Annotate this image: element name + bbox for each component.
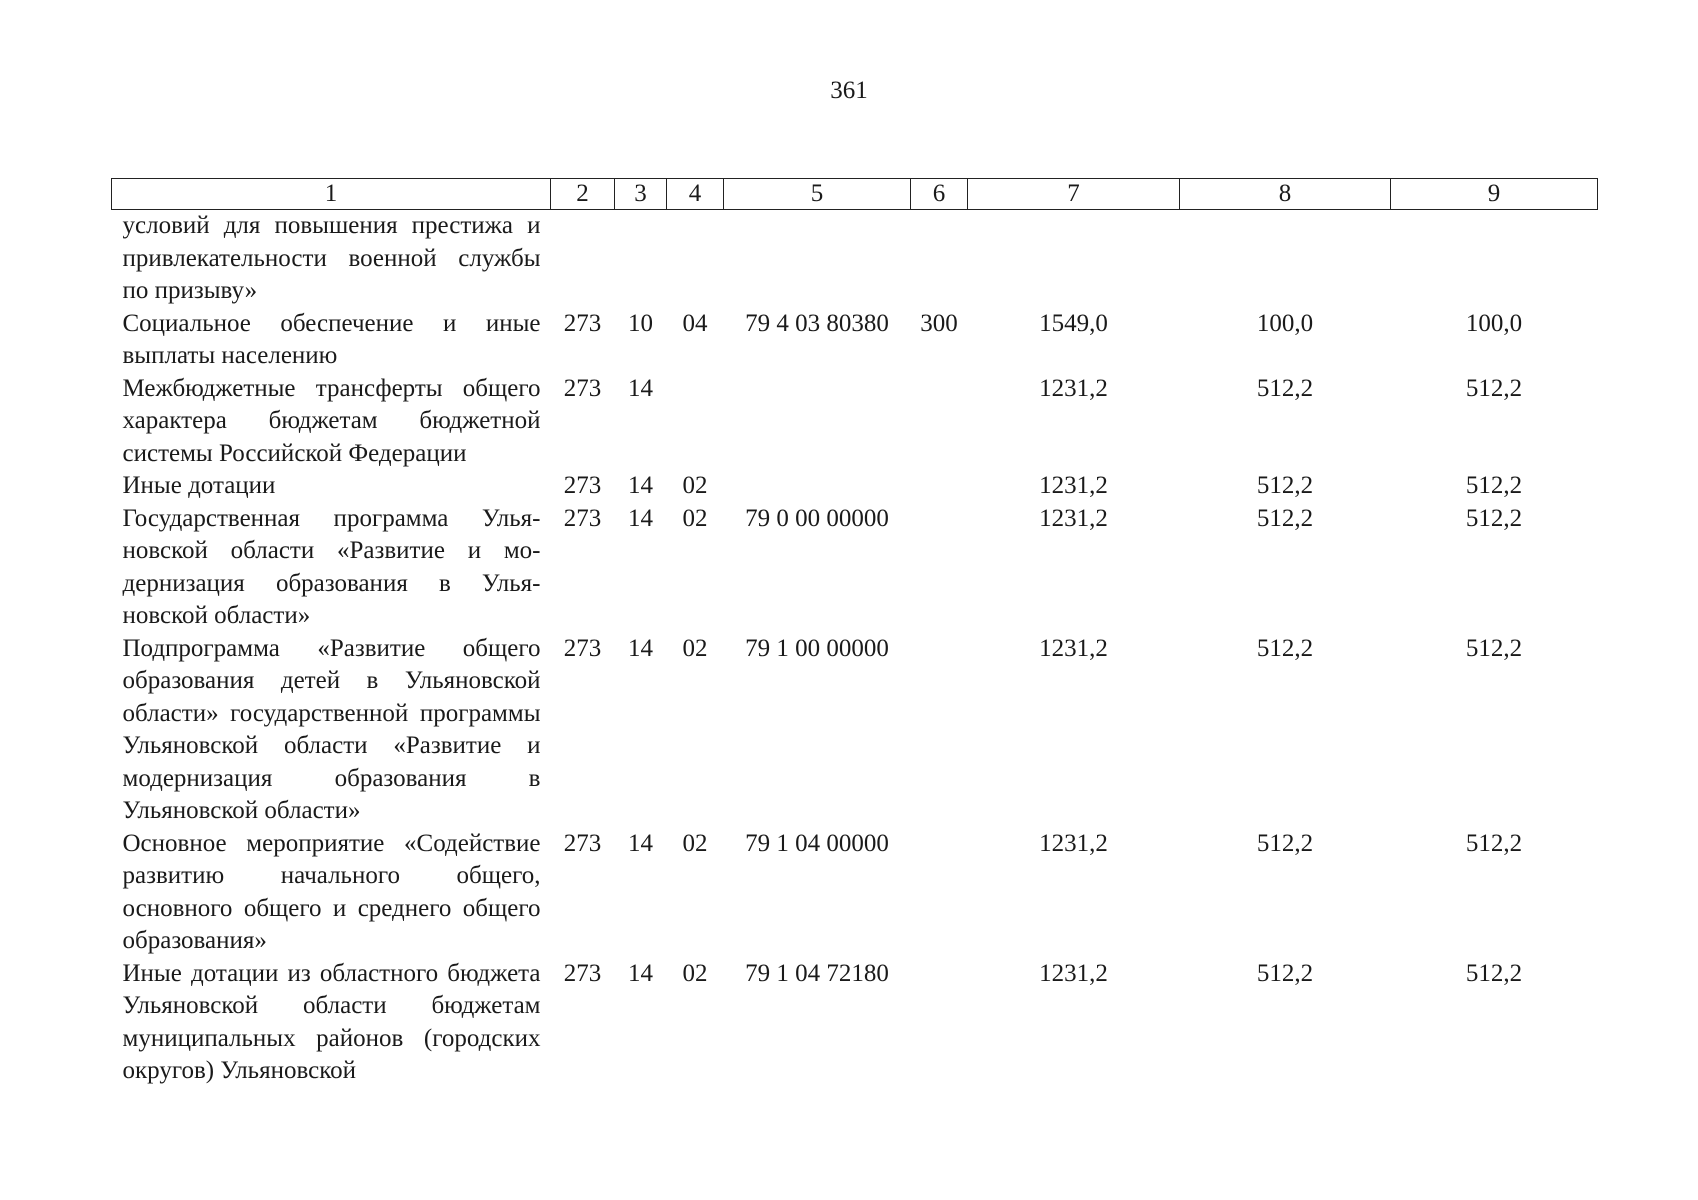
row-amount-7: 1231,2 <box>1039 504 1108 532</box>
table-header <box>112 179 1598 210</box>
row-code-admin: 273 <box>563 634 602 662</box>
row-amount-9: 512,2 <box>1465 829 1523 857</box>
header-col-4: 4 <box>667 179 724 210</box>
row-amount-9: 512,2 <box>1465 504 1523 532</box>
row-target-article: 79 4 03 80380 <box>745 309 889 337</box>
row-subsection: 02 <box>682 472 708 499</box>
row-description: Основное мероприятие «Содействие развитию начального общего, основного общего и среднего общего образования» <box>122 829 541 954</box>
row-target-article: 79 0 00 00000 <box>745 504 889 532</box>
header-col-1: 1 <box>112 179 551 210</box>
header-row <box>112 179 1598 210</box>
row-subsection <box>667 373 724 471</box>
row-amount-9: 100,0 <box>1465 309 1523 337</box>
row-code-admin: 273 <box>563 374 602 402</box>
row-amount-8: 512,2 <box>1256 959 1314 987</box>
row-amount-7: 1231,2 <box>1039 829 1108 857</box>
row-expense-type <box>911 828 968 958</box>
header-col-8: 8 <box>1180 179 1391 210</box>
header-col-9: 9 <box>1391 179 1598 210</box>
row-description: условий для повышения престижа и привлекательности военной службы по призыву» <box>122 212 541 304</box>
row-amount-8: 512,2 <box>1256 472 1314 499</box>
row-subsection: 02 <box>682 829 708 857</box>
row-description: Иные дотации <box>122 472 276 499</box>
row-amount-9: 512,2 <box>1465 374 1523 402</box>
page-number: 361 <box>830 77 868 104</box>
row-target-article <box>724 470 911 503</box>
row-amount-8: 100,0 <box>1256 309 1314 337</box>
row-amount-7: 1231,2 <box>1039 634 1108 662</box>
row-amount-7: 1231,2 <box>1039 472 1108 499</box>
row-section: 14 <box>628 634 653 662</box>
row-section: 10 <box>628 309 653 337</box>
table-body <box>112 210 1598 1088</box>
row-section: 14 <box>628 374 653 402</box>
table-row <box>112 503 1598 633</box>
row-expense-type: 300 <box>920 309 958 337</box>
header-col-6: 6 <box>911 179 968 210</box>
row-target-article <box>724 210 911 308</box>
row-subsection: 02 <box>682 959 708 987</box>
row-amount-8: 512,2 <box>1256 829 1314 857</box>
row-amount-9: 512,2 <box>1465 634 1523 662</box>
row-code-admin: 273 <box>563 504 602 532</box>
row-section: 14 <box>628 504 653 532</box>
row-description: Иные дотации из областного бюджета Ульяновской области бюджетам муниципальных районов (городских округов) Ульяновской <box>122 959 541 1084</box>
row-amount-8: 512,2 <box>1256 504 1314 532</box>
row-section <box>615 210 667 308</box>
row-section: 14 <box>628 829 653 857</box>
row-amount-7: 1549,0 <box>1039 309 1108 337</box>
row-subsection <box>667 210 724 308</box>
row-amount-9 <box>1391 210 1598 308</box>
row-description: Социальное обеспечение и иные выплаты населению <box>122 309 541 369</box>
table-row <box>112 210 1598 308</box>
row-code-admin: 273 <box>563 472 602 499</box>
header-col-5: 5 <box>724 179 911 210</box>
row-target-article: 79 1 00 00000 <box>745 634 889 662</box>
table-row <box>112 633 1598 828</box>
table-row <box>112 470 1598 503</box>
row-amount-7: 1231,2 <box>1039 959 1108 987</box>
row-code-admin: 273 <box>563 959 602 987</box>
budget-table <box>111 178 1598 1088</box>
row-amount-8 <box>1180 210 1391 308</box>
row-expense-type <box>911 503 968 633</box>
row-subsection: 02 <box>682 504 708 532</box>
table-row <box>112 958 1598 1088</box>
row-section: 14 <box>628 959 653 987</box>
header-col-3: 3 <box>615 179 667 210</box>
row-amount-7: 1231,2 <box>1039 374 1108 402</box>
row-target-article: 79 1 04 00000 <box>745 829 889 857</box>
row-subsection: 02 <box>682 634 708 662</box>
row-code-admin: 273 <box>563 829 602 857</box>
table-row <box>112 373 1598 471</box>
row-code-admin: 273 <box>563 309 602 337</box>
row-code-admin <box>551 210 615 308</box>
row-expense-type <box>911 373 968 471</box>
row-subsection: 04 <box>682 309 708 337</box>
header-col-7: 7 <box>968 179 1180 210</box>
row-description: Межбюджетные трансферты общего характера бюджетам бюджетной системы Российской Федерации <box>122 374 541 467</box>
row-amount-9: 512,2 <box>1465 472 1523 499</box>
row-expense-type <box>911 210 968 308</box>
row-expense-type <box>911 633 968 828</box>
row-section: 14 <box>628 472 653 499</box>
row-amount-8: 512,2 <box>1256 634 1314 662</box>
row-description: Государственная программа Ульяновской области «Развитие и модернизация образования в Ульяновской области» <box>122 504 541 629</box>
row-target-article: 79 1 04 72180 <box>745 959 889 987</box>
row-amount-9: 512,2 <box>1465 959 1523 987</box>
row-amount-7 <box>968 210 1180 308</box>
row-expense-type <box>911 958 968 1088</box>
row-amount-8: 512,2 <box>1256 374 1314 402</box>
row-expense-type <box>911 470 968 503</box>
row-description: Подпрограмма «Развитие общего образования детей в Ульяновской области» государственной программы Ульяновской области «Развитие и модернизация образования в Ульяновской области» <box>122 634 541 824</box>
row-target-article <box>724 373 911 471</box>
table-row <box>112 828 1598 958</box>
table-row <box>112 308 1598 373</box>
header-col-2: 2 <box>551 179 615 210</box>
